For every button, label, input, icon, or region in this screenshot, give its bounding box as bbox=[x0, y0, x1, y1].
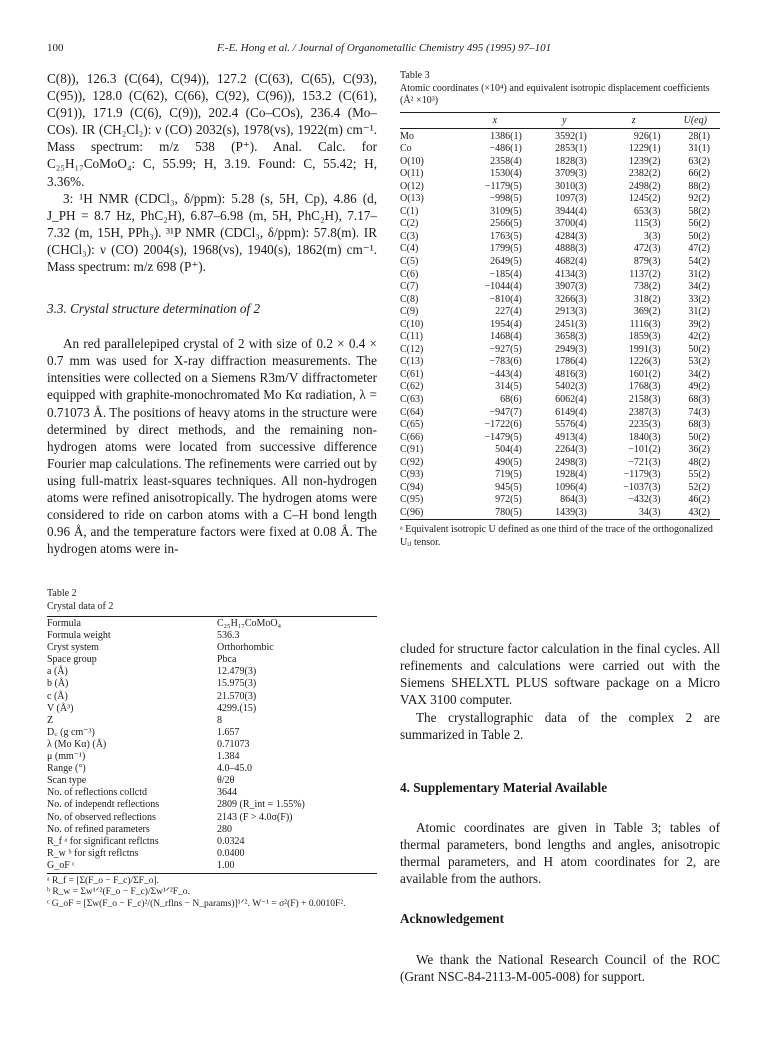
table-3-value-cell: 1763(5) bbox=[490, 230, 522, 242]
table-2-value-cell: 1.384 bbox=[217, 751, 240, 763]
table-3-value-cell: 3944(4) bbox=[555, 205, 587, 217]
table-3-value-cell: 318(2) bbox=[633, 293, 661, 305]
table-3-value-cell: 472(3) bbox=[633, 243, 661, 255]
table-3-value-cell: 52(2) bbox=[688, 481, 710, 493]
table-2-row bbox=[47, 860, 377, 874]
table-2-row bbox=[47, 654, 377, 666]
table-2-param-cell: Cryst system bbox=[47, 642, 99, 654]
table-3-row bbox=[400, 243, 720, 256]
table-3-value-cell: 1601(2) bbox=[628, 368, 661, 380]
table-3-value-cell: −947(7) bbox=[489, 406, 522, 418]
table-3-value-cell: 5576(4) bbox=[555, 419, 587, 431]
table-3-atom-cell: C(6) bbox=[400, 268, 419, 280]
table-3-value-cell: 54(2) bbox=[688, 255, 710, 267]
table-3-value-cell: 3709(3) bbox=[555, 168, 587, 180]
table-3-value-cell: 3010(3) bbox=[555, 180, 587, 192]
table-2-label: Table 2 bbox=[47, 588, 77, 599]
table-3-row bbox=[400, 457, 720, 470]
table-3-row bbox=[400, 407, 720, 420]
table-3-atom-cell: C(96) bbox=[400, 507, 458, 520]
table-3-atom-cell: O(10) bbox=[400, 155, 424, 167]
table-3-caption: Atomic coordinates (×10⁴) and equivalent isotropic displacement coefficients (Å² ×10³) bbox=[400, 82, 710, 106]
table-3-value-cell: 4682(4) bbox=[555, 255, 587, 267]
table-3-row bbox=[400, 143, 720, 156]
table-3-row bbox=[400, 482, 720, 495]
paragraph-crystal-structure: An red parallelepiped crystal of 2 with size of 0.2 × 0.4 × 0.7 mm was used for X-ray diffraction measurements. The intensities were collected on a Siemens R3m/V diffractometer equipped with graphite-monochromated Mo Kα radiation, λ = 0.71073 Å. The positions of heavy atoms in the structure were determined by direct methods, and the remaining non-hydrogen atoms were located from successive difference Fourier map calculations. The refinements were carried out by using full-matrix least-squares techniques. All non-hydrogen atoms were refined anisotropically. The hydrogen atoms were considered to ride on carbon atoms with a C–H bond length 0.96 Å, and the temperature factors were fixed at 0.08 Å. The hydrogen atoms were in- bbox=[47, 336, 377, 557]
table-3-row bbox=[400, 319, 720, 332]
table-2-row bbox=[47, 630, 377, 642]
table-2-param-cell: a (Å) bbox=[47, 666, 68, 678]
left-column bbox=[47, 70, 377, 557]
table-3-value-cell: 92(2) bbox=[688, 193, 710, 205]
paragraph-nmr-data-2: C(8)), 126.3 (C(64), C(94)), 127.2 (C(63), C(65), C(93), C(95)), 128.0 (C(62), C(66), C(92), C(96)), 153.2 (C(61), C(91)), 171.9 (C(6), C(9)), 202.4 (Co–COs), 236.4 (Mo–COs). IR (CH₂Cl₂): ν (CO) 2032(s), 1978(vs), 1922(m) cm⁻¹. Mass spectrum: m/z 538 (P⁺). Anal. Calc. for C₂₅H₁₇CoMoO₄: C, 55.99; H, 3.19. Found: C, 55.42; H, 3.36%. bbox=[47, 71, 377, 189]
table-3-value-cell: 48(2) bbox=[688, 456, 710, 468]
table-3-value-cell: 2649(5) bbox=[490, 255, 522, 267]
table-3-label: Table 3 bbox=[400, 70, 430, 81]
table-3-value-cell: 1439(3) bbox=[532, 507, 597, 520]
table-3-row bbox=[400, 206, 720, 219]
table-3-row bbox=[400, 381, 720, 394]
table-3-row bbox=[400, 269, 720, 282]
table-3-value-cell: −810(4) bbox=[489, 293, 522, 305]
table-3-value-cell: 1928(4) bbox=[555, 469, 587, 481]
table-2-value-cell: 2809 (R_int = 1.55%) bbox=[217, 799, 305, 811]
table-3-row bbox=[400, 331, 720, 344]
table-2-param-cell: c (Å) bbox=[47, 690, 68, 702]
table-3-value-cell: 34(3) bbox=[597, 507, 671, 520]
table-3-value-cell: 653(3) bbox=[633, 205, 661, 217]
table-2-row bbox=[47, 775, 377, 787]
table-3-row bbox=[400, 356, 720, 369]
table-3-value-cell: 504(4) bbox=[495, 444, 522, 456]
table-3-value-cell: 314(5) bbox=[495, 381, 522, 393]
table-3-value-cell: 34(2) bbox=[688, 281, 710, 293]
table-3-value-cell: −783(6) bbox=[489, 356, 522, 368]
table-3-value-cell: 1245(2) bbox=[628, 193, 661, 205]
table-3-value-cell: 2913(3) bbox=[555, 306, 587, 318]
table-3-atom-cell: C(13) bbox=[400, 356, 424, 368]
table-3-value-cell: 115(3) bbox=[634, 218, 661, 230]
table-3-atom-cell: C(11) bbox=[400, 331, 423, 343]
table-3-value-cell: 1097(3) bbox=[555, 193, 587, 205]
table-2-param-cell: No. of reflections collctd bbox=[47, 787, 147, 799]
table-2-param-cell: Space group bbox=[47, 654, 97, 666]
table-3-value-cell: 1386(1) bbox=[490, 130, 522, 142]
table-2-row bbox=[47, 739, 377, 751]
table-2-footnotes bbox=[47, 876, 377, 911]
table-3-row bbox=[400, 281, 720, 294]
table-3-value-cell: 1828(3) bbox=[555, 155, 587, 167]
table-3-header-ueq: U(eq) bbox=[671, 112, 720, 128]
table-3-value-cell: 879(3) bbox=[633, 255, 661, 267]
table-3-atom-cell: C(95) bbox=[400, 494, 424, 506]
table-2-param-cell: Z bbox=[47, 714, 54, 726]
table-3-atom-cell: C(66) bbox=[400, 431, 424, 443]
table-3-value-cell: 864(3) bbox=[560, 494, 587, 506]
table-3-value-cell: −927(5) bbox=[489, 343, 522, 355]
table-2 bbox=[47, 616, 377, 874]
table-2-row bbox=[47, 642, 377, 654]
table-3-row bbox=[400, 344, 720, 357]
table-3-header-x: x bbox=[458, 112, 532, 128]
table-3-atom-cell: C(8) bbox=[400, 293, 419, 305]
table-2-value-cell: 4.0–45.0 bbox=[217, 763, 252, 775]
paragraph-refinement-cont: cluded for structure factor calculation in the final cycles. All refinements and calculations were carried out with the Siemens SHELXTL PLUS software package on a Micro VAX 3100 computer. bbox=[400, 641, 720, 708]
table-3-row bbox=[400, 168, 720, 181]
table-3-atom-cell: C(2) bbox=[400, 218, 419, 230]
table-3-row bbox=[400, 507, 720, 520]
table-3-row bbox=[400, 394, 720, 407]
table-3-value-cell: 3109(5) bbox=[490, 205, 522, 217]
table-3-value-cell: 31(1) bbox=[688, 143, 710, 155]
table-3-value-cell: 490(5) bbox=[495, 456, 522, 468]
table-3-value-cell: 1859(3) bbox=[628, 331, 661, 343]
table-2-row bbox=[47, 824, 377, 836]
table-3-value-cell: −1479(5) bbox=[484, 431, 522, 443]
table-3-row bbox=[400, 256, 720, 269]
table-2-footnote: ᶜ G_oF = [Σw(F_o − F_c)²/(N_rflns − N_params)]¹ᐟ². W⁻¹ = σ²(F) + 0.0010F². bbox=[47, 898, 346, 909]
table-3-value-cell: 926(1) bbox=[633, 130, 661, 142]
table-3-value-cell: 2358(4) bbox=[490, 155, 522, 167]
table-3-value-cell: 1116(3) bbox=[629, 318, 661, 330]
table-3-value-cell: 1226(3) bbox=[628, 356, 661, 368]
table-2-row bbox=[47, 691, 377, 703]
table-3-value-cell: 42(2) bbox=[688, 331, 710, 343]
table-3-value-cell: 46(2) bbox=[688, 494, 710, 506]
table-2-value-cell: 2143 (F > 4.0σ(F)) bbox=[217, 811, 293, 823]
table-3-row bbox=[400, 218, 720, 231]
table-3-header-atom bbox=[400, 112, 458, 128]
table-3-value-cell: 1991(3) bbox=[628, 343, 661, 355]
table-3-value-cell: 3700(4) bbox=[555, 218, 587, 230]
table-3-value-cell: 4888(3) bbox=[555, 243, 587, 255]
table-2-row bbox=[47, 703, 377, 715]
table-3-block bbox=[400, 70, 720, 549]
table-3-value-cell: 68(3) bbox=[688, 393, 710, 405]
table-3-atom-cell: C(92) bbox=[400, 456, 424, 468]
section-heading-crystal-structure: 3.3. Crystal structure determination of 2 bbox=[47, 301, 261, 317]
table-3-row bbox=[400, 494, 720, 507]
table-3-atom-cell: C(9) bbox=[400, 306, 419, 318]
table-3-row bbox=[400, 306, 720, 319]
table-2-value-cell: 8 bbox=[217, 714, 222, 726]
table-3-value-cell: 1468(4) bbox=[490, 331, 522, 343]
table-3-row bbox=[400, 419, 720, 432]
table-2-value-cell: Pbca bbox=[217, 654, 237, 666]
table-3-value-cell: −432(3) bbox=[628, 494, 661, 506]
table-3-value-cell: 3592(1) bbox=[555, 130, 587, 142]
table-3-value-cell: 2566(5) bbox=[490, 218, 522, 230]
table-3-value-cell: −721(3) bbox=[628, 456, 661, 468]
table-2-value-cell: 12.479(3) bbox=[217, 666, 257, 678]
table-3-value-cell: 2387(3) bbox=[628, 406, 661, 418]
table-3-value-cell: 28(1) bbox=[688, 130, 710, 142]
table-3-value-cell: 4284(3) bbox=[555, 230, 587, 242]
table-3-atom-cell: C(10) bbox=[400, 318, 424, 330]
table-3-value-cell: 1530(4) bbox=[490, 168, 522, 180]
table-2-value-cell: 0.0324 bbox=[217, 835, 245, 847]
table-2-value-cell: 536.3 bbox=[217, 630, 240, 642]
table-2-value-cell: 0.0400 bbox=[217, 847, 245, 859]
table-3-value-cell: 2498(2) bbox=[628, 180, 661, 192]
table-2-param-cell: R_f ᵃ for significant reflctns bbox=[47, 835, 159, 847]
table-2-row bbox=[47, 836, 377, 848]
table-2-param-cell: Scan type bbox=[47, 775, 87, 787]
table-3-value-cell: −443(4) bbox=[489, 368, 522, 380]
running-head: F.-E. Hong et al. / Journal of Organometallic Chemistry 495 (1995) 97–101 bbox=[216, 42, 552, 54]
table-3-row bbox=[400, 231, 720, 244]
table-3-row bbox=[400, 369, 720, 382]
table-3-atom-cell: C(93) bbox=[400, 469, 424, 481]
table-2-value-cell: 0.71073 bbox=[217, 738, 250, 750]
table-2-param-cell: No. of refined parameters bbox=[47, 823, 150, 835]
table-2-param-cell: D꜀ (g cm⁻³) bbox=[47, 726, 95, 738]
table-2-param-cell: Formula weight bbox=[47, 630, 111, 642]
table-2-param-cell: Formula bbox=[47, 617, 217, 631]
table-3-atom-cell: C(1) bbox=[400, 205, 419, 217]
table-3-value-cell: −1179(5) bbox=[484, 180, 522, 192]
table-2-row bbox=[47, 799, 377, 811]
table-2-value-cell: θ/2θ bbox=[217, 775, 235, 787]
table-3-atom-cell: O(11) bbox=[400, 168, 424, 180]
table-3 bbox=[400, 112, 720, 521]
table-3-atom-cell: O(12) bbox=[400, 180, 424, 192]
paragraph-acknowledgement: We thank the National Research Council of the ROC (Grant NSC-84-2113-M-005-008) for support. bbox=[400, 952, 720, 985]
table-2-param-cell: V (Å³) bbox=[47, 702, 74, 714]
table-2-row bbox=[47, 666, 377, 678]
paragraph-supplementary: Atomic coordinates are given in Table 3; tables of thermal parameters, bond lengths and angles, anisotropic thermal parameters, and H atom coordinates for 2, are available from the authors. bbox=[400, 820, 720, 887]
table-3-value-cell: 780(5) bbox=[458, 507, 532, 520]
table-3-value-cell: 227(4) bbox=[495, 306, 522, 318]
table-3-value-cell: 1768(3) bbox=[628, 381, 661, 393]
table-3-value-cell: 2382(2) bbox=[628, 168, 661, 180]
table-3-value-cell: 31(2) bbox=[688, 268, 710, 280]
table-3-value-cell: −998(5) bbox=[489, 193, 522, 205]
table-3-value-cell: 369(2) bbox=[633, 306, 661, 318]
table-3-value-cell: 49(2) bbox=[688, 381, 710, 393]
table-3-atom-cell: C(7) bbox=[400, 281, 419, 293]
table-3-row bbox=[400, 469, 720, 482]
table-3-value-cell: 31(2) bbox=[688, 306, 710, 318]
table-2-row bbox=[47, 678, 377, 690]
paragraph-crystallographic-summary: The crystallographic data of the complex 2 are summarized in Table 2. bbox=[400, 710, 720, 743]
table-3-value-cell: 47(2) bbox=[688, 243, 710, 255]
table-3-value-cell: 2949(3) bbox=[555, 343, 587, 355]
table-3-value-cell: 4134(3) bbox=[555, 268, 587, 280]
table-3-value-cell: −101(2) bbox=[628, 444, 661, 456]
table-2-param-cell: No. of observed reflections bbox=[47, 811, 156, 823]
table-3-value-cell: 4913(4) bbox=[555, 431, 587, 443]
table-3-value-cell: 3266(3) bbox=[555, 293, 587, 305]
table-2-value-cell: 15.975(3) bbox=[217, 678, 257, 690]
table-3-atom-cell: C(64) bbox=[400, 406, 424, 418]
table-3-value-cell: −1179(3) bbox=[623, 469, 661, 481]
table-3-value-cell: 738(2) bbox=[633, 281, 661, 293]
table-3-atom-cell: C(65) bbox=[400, 419, 424, 431]
table-3-atom-cell: C(94) bbox=[400, 481, 424, 493]
table-2-row bbox=[47, 617, 377, 631]
table-2-value-cell: 1.657 bbox=[217, 726, 240, 738]
table-2-footnote: ᵇ R_w = Σw¹ᐟ²(F_o − F_c)/Σw¹ᐟ²F_o. bbox=[47, 887, 190, 898]
table-3-value-cell: 2264(3) bbox=[555, 444, 587, 456]
table-3-atom-cell: C(12) bbox=[400, 343, 424, 355]
table-3-row bbox=[400, 193, 720, 206]
section-heading-supplementary: 4. Supplementary Material Available bbox=[400, 780, 608, 795]
table-2-row bbox=[47, 848, 377, 860]
table-3-value-cell: 1096(4) bbox=[555, 481, 587, 493]
table-3-value-cell: 68(3) bbox=[688, 419, 710, 431]
table-3-value-cell: 2498(3) bbox=[555, 456, 587, 468]
table-3-value-cell: 1799(5) bbox=[490, 243, 522, 255]
table-2-param-cell: λ (Mo Kα) (Å) bbox=[47, 738, 107, 750]
table-2-param-cell: b (Å) bbox=[47, 678, 69, 690]
table-3-value-cell: 50(2) bbox=[688, 230, 710, 242]
table-3-value-cell: 56(2) bbox=[688, 218, 710, 230]
table-3-value-cell: 1786(4) bbox=[555, 356, 587, 368]
table-3-value-cell: 1954(4) bbox=[490, 318, 522, 330]
table-3-atom-cell: C(63) bbox=[400, 393, 424, 405]
table-2-param-cell: No. of independt reflections bbox=[47, 799, 160, 811]
table-2-param-cell: μ (mm⁻¹) bbox=[47, 751, 86, 763]
table-3-value-cell: 33(2) bbox=[688, 293, 710, 305]
table-2-footnote: ᵃ R_f = [Σ(F_o − F_c)/ΣF_o]. bbox=[47, 875, 159, 886]
table-3-value-cell: −1037(3) bbox=[623, 481, 661, 493]
table-3-value-cell: 2235(3) bbox=[628, 419, 661, 431]
table-3-value-cell: 3907(3) bbox=[555, 281, 587, 293]
table-2-row bbox=[47, 787, 377, 799]
table-3-atom-cell: C(5) bbox=[400, 255, 419, 267]
table-2-value-cell: 21.570(3) bbox=[217, 690, 257, 702]
table-3-value-cell: 66(2) bbox=[688, 168, 710, 180]
table-3-atom-cell: C(62) bbox=[400, 381, 424, 393]
table-3-value-cell: 55(2) bbox=[688, 469, 710, 481]
table-2-param-cell: G_oF ᶜ bbox=[47, 860, 217, 874]
page-number: 100 bbox=[47, 42, 64, 54]
table-3-atom-cell: C(3) bbox=[400, 230, 419, 242]
table-3-value-cell: 5402(3) bbox=[555, 381, 587, 393]
table-3-atom-cell: Co bbox=[400, 143, 412, 155]
table-3-value-cell: −1722(6) bbox=[484, 419, 522, 431]
table-3-atom-cell: C(61) bbox=[400, 368, 424, 380]
table-2-row bbox=[47, 727, 377, 739]
table-3-atom-cell: C(91) bbox=[400, 444, 424, 456]
table-3-value-cell: 1137(2) bbox=[629, 268, 661, 280]
table-3-atom-cell: C(4) bbox=[400, 243, 419, 255]
table-3-footnote: ᵃ Equivalent isotropic U defined as one third of the trace of the orthogonalized Uᵢⱼ tensor. bbox=[400, 524, 713, 548]
table-2-value-cell: 1.00 bbox=[217, 860, 377, 874]
table-2-row bbox=[47, 763, 377, 775]
table-3-value-cell: 1840(3) bbox=[628, 431, 661, 443]
table-3-value-cell: −185(4) bbox=[489, 268, 522, 280]
table-3-value-cell: 1239(2) bbox=[628, 155, 661, 167]
table-3-value-cell: 2451(3) bbox=[555, 318, 587, 330]
table-3-value-cell: 972(5) bbox=[495, 494, 522, 506]
table-2-value-cell: 280 bbox=[217, 823, 232, 835]
table-3-value-cell: −486(1) bbox=[489, 143, 522, 155]
table-2-value-cell: 3644 bbox=[217, 787, 237, 799]
table-2-row bbox=[47, 715, 377, 727]
table-3-header-y: y bbox=[532, 112, 597, 128]
section-heading-acknowledgement: Acknowledgement bbox=[400, 911, 505, 926]
table-3-value-cell: 58(2) bbox=[688, 205, 710, 217]
table-3-value-cell: 4816(3) bbox=[555, 368, 587, 380]
table-3-value-cell: 43(2) bbox=[671, 507, 720, 520]
table-3-row bbox=[400, 156, 720, 169]
table-3-value-cell: 719(5) bbox=[495, 469, 522, 481]
table-3-row bbox=[400, 128, 720, 143]
table-3-value-cell: 3658(3) bbox=[555, 331, 587, 343]
table-3-value-cell: 1229(1) bbox=[628, 143, 661, 155]
table-3-value-cell: 68(6) bbox=[500, 393, 522, 405]
table-3-value-cell: 6062(4) bbox=[555, 393, 587, 405]
table-2-param-cell: Range (°) bbox=[47, 763, 86, 775]
table-3-value-cell: 39(2) bbox=[688, 318, 710, 330]
table-3-row bbox=[400, 444, 720, 457]
table-3-row bbox=[400, 181, 720, 194]
table-3-value-cell: 88(2) bbox=[688, 180, 710, 192]
table-3-value-cell: 36(2) bbox=[688, 444, 710, 456]
table-3-value-cell: 3(3) bbox=[643, 230, 661, 242]
table-3-value-cell: 945(5) bbox=[495, 481, 522, 493]
table-3-value-cell: 50(2) bbox=[688, 431, 710, 443]
table-3-value-cell: 2158(3) bbox=[628, 393, 661, 405]
table-2-value-cell: Orthorhombic bbox=[217, 642, 274, 654]
table-3-value-cell: −1044(4) bbox=[484, 281, 522, 293]
table-2-caption: Crystal data of 2 bbox=[47, 600, 114, 612]
table-3-value-cell: 63(2) bbox=[688, 155, 710, 167]
paragraph-nmr-data-3: 3: ¹H NMR (CDCl₃, δ/ppm): 5.28 (s, 5H, Cp), 4.86 (d, J_PH = 8.7 Hz, PhC₂H), 6.87–6.98 (m, 5H, PhC₂H), 7.17–7.32 (m, 15H, PPh₃). ³¹P NMR (CDCl₃, δ/ppm): 57.8(m). IR (CHCl₃): ν (CO) 2004(s), 1968(vs), 1940(s), 1862(m) cm⁻¹. Mass spectrum: m/z 698 (P⁺). bbox=[47, 190, 377, 275]
table-3-header-z: z bbox=[597, 112, 671, 128]
table-3-value-cell: 53(2) bbox=[688, 356, 710, 368]
table-2-row bbox=[47, 751, 377, 763]
table-3-row bbox=[400, 294, 720, 307]
table-2-param-cell: R_w ᵇ for sigft reflctns bbox=[47, 847, 139, 859]
table-3-atom-cell: O(13) bbox=[400, 193, 424, 205]
table-3-value-cell: 50(2) bbox=[688, 343, 710, 355]
table-3-header-row bbox=[400, 112, 720, 128]
table-3-value-cell: 6149(4) bbox=[555, 406, 587, 418]
table-2-value-cell: 4299.(15) bbox=[217, 702, 257, 714]
table-2-value-cell: C₂₅H₁₇CoMoO₄ bbox=[217, 617, 377, 631]
table-3-row bbox=[400, 432, 720, 445]
table-2-row bbox=[47, 812, 377, 824]
table-3-value-cell: 2853(1) bbox=[555, 143, 587, 155]
table-3-value-cell: 34(2) bbox=[688, 368, 710, 380]
table-3-value-cell: 74(3) bbox=[688, 406, 710, 418]
table-3-atom-cell: Mo bbox=[400, 130, 414, 142]
table-2-block bbox=[47, 588, 377, 910]
